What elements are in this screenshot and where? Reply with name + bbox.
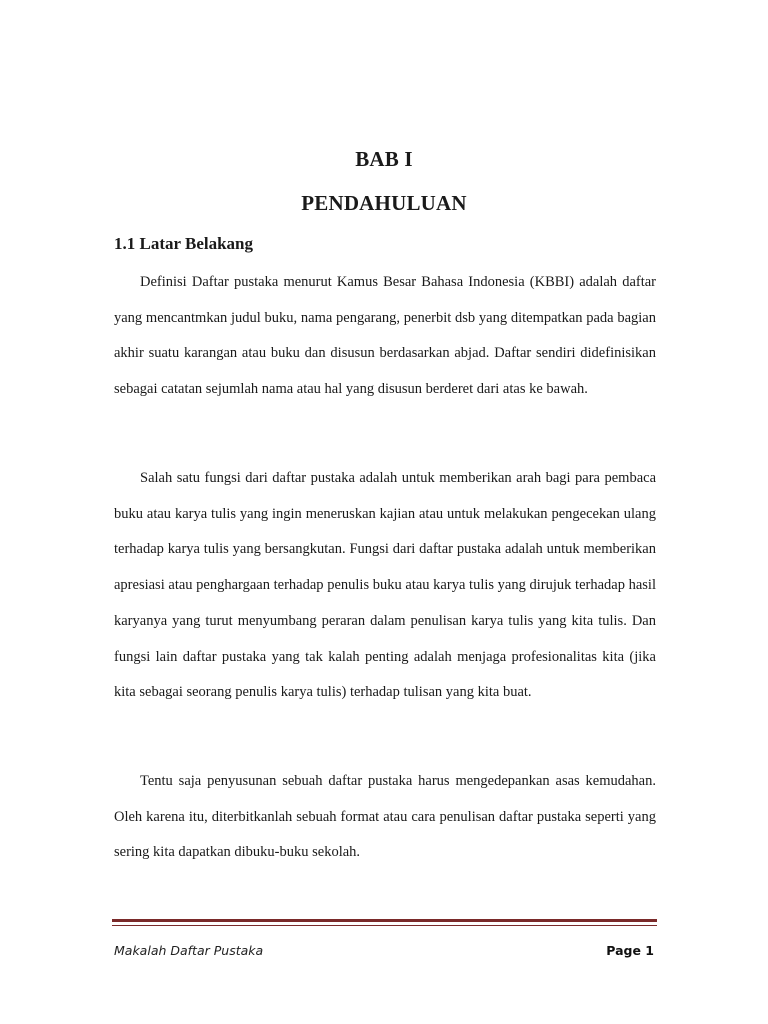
chapter-title: PENDAHULUAN xyxy=(301,191,467,215)
footer-document-title: Makalah Daftar Pustaka xyxy=(114,943,264,958)
section-heading: 1.1 Latar Belakang xyxy=(114,234,254,253)
footer-divider-thin xyxy=(112,925,657,926)
chapter-number: BAB I xyxy=(355,147,413,171)
paragraph-1: Definisi Daftar pustaka menurut Kamus Besar Bahasa Indonesia (KBBI) adalah daftar yang mencantmkan judul buku, nama pengarang, penerbit dsb yang ditempatkan pada bagian akhir suatu karangan atau buku dan disusun berdasarkan abjad. Daftar sendiri didefinisikan sebagai catatan sejumlah nama atau hal yang disusun berderet dari atas ke bawah. xyxy=(114,274,656,398)
paragraph-3: Tentu saja penyusunan sebuah daftar pustaka harus mengedepankan asas kemudahan. Oleh karena itu, diterbitkanlah sebuah format atau cara penulisan daftar pustaka seperti yang sering kita dapatkan dibuku-buku sekolah. xyxy=(114,773,656,861)
footer-page-number: Page 1 xyxy=(606,943,654,958)
footer-divider-thick xyxy=(112,919,657,922)
paragraph-2: Salah satu fungsi dari daftar pustaka adalah untuk memberikan arah bagi para pembaca buku atau karya tulis yang ingin meneruskan kajian atau untuk melakukan pengecekan ulang terhadap karya tulis yang bersangkutan. Fungsi dari daftar pustaka adalah untuk memberikan apresiasi atau penghargaan terhadap penulis buku atau karya tulis yang dirujuk terhadap hasil karyanya yang turut menyumbang peraran dalam penulisan karya tulis yang kita tulis. Dan fungsi lain daftar pustaka yang tak kalah penting adalah menjaga profesionalitas kita (jika kita sebagai seorang penulis karya tulis) terhadap tulisan yang kita buat. xyxy=(114,470,656,701)
